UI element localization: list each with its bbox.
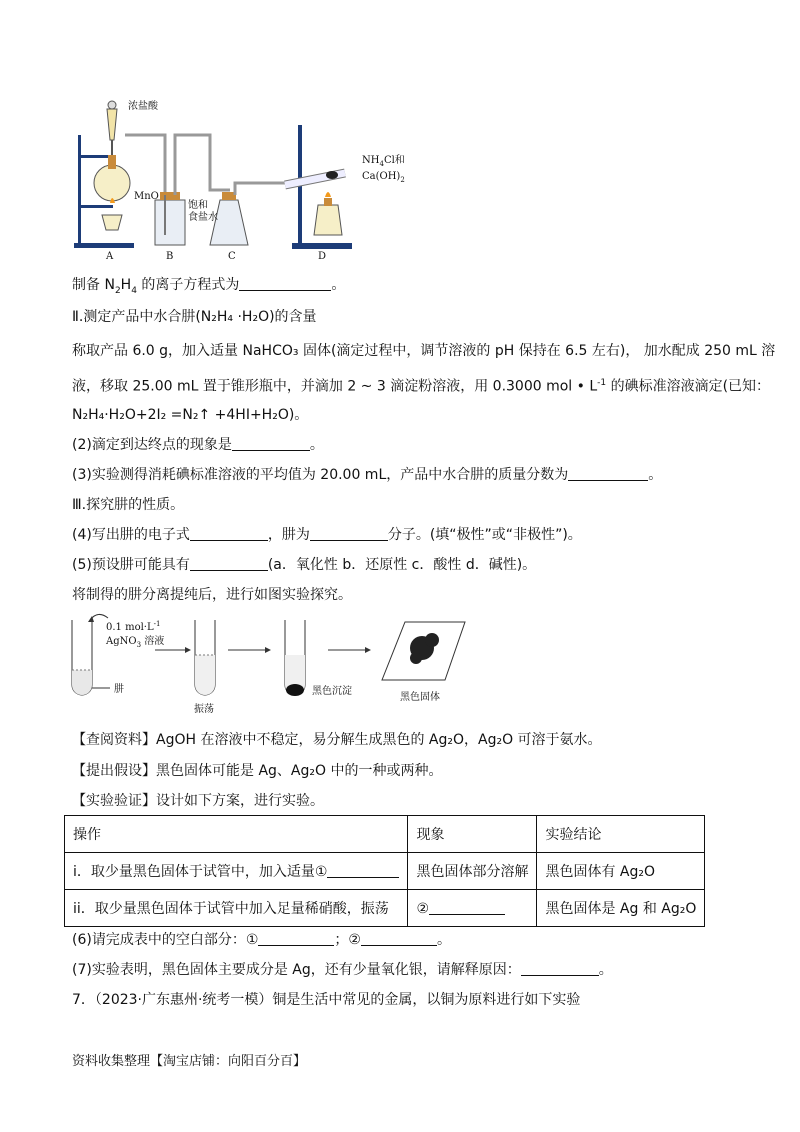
section-2-para-1: 称取产品 6.0 g，加入适量 NaHCO₃ 固体(滴定过程中，调节溶液的 pH 保持在 6.5 左右)， 加水配成 250 mL 溶	[72, 343, 776, 359]
question-4: (4)写出肼的电子式 ，肼为 分子。(填“极性”或“非极性”)。	[72, 527, 582, 543]
answer-blank[interactable]	[190, 526, 268, 541]
info-lookup: 【查阅资料】AgOH 在溶液中不稳定，易分解生成黑色的 Ag₂O，Ag₂O 可溶于氨水。	[72, 732, 602, 748]
question-6: (6)请完成表中的空白部分：① ；② 。	[72, 932, 451, 948]
experiment-table	[64, 815, 705, 927]
label-brine-2: 食盐水	[188, 212, 218, 223]
question-3: (3)实验测得消耗碘标准溶液的平均值为 20.00 mL，产品中水合肼的质量分数为 。	[72, 467, 663, 483]
cell-conclusion: 黑色固体有 Ag₂O	[537, 853, 705, 890]
unit-label-c: C	[228, 251, 236, 262]
label-brine-1: 饱和	[188, 200, 208, 211]
unit-label-d: D	[318, 251, 327, 262]
label-black-precipitate: 黑色沉淀	[312, 686, 352, 697]
label-reagent-1: $NH_4Cl$和	[362, 155, 405, 168]
info-hypothesis: 【提出假设】黑色固体可能是 Ag、Ag₂O 中的一种或两种。	[72, 763, 443, 779]
question-5: (5)预设肼可能具有 (a．氧化性 b．还原性 c．酸性 d．碱性)。	[72, 557, 537, 573]
table-header-row	[65, 816, 705, 853]
answer-blank[interactable]	[327, 863, 399, 878]
header-phenomenon: 现象	[408, 816, 537, 853]
label-hydrazine: 肼	[114, 684, 124, 695]
cell-phenomenon: 黑色固体部分溶解	[408, 853, 537, 890]
table-row	[65, 853, 705, 890]
header-operation: 操作	[65, 816, 408, 853]
cell-conclusion: 黑色固体是 Ag 和 Ag₂O	[537, 890, 705, 927]
info-verification: 【实验验证】设计如下方案，进行实验。	[72, 793, 324, 809]
label-reagent-2: $Ca(OH)_2$	[362, 171, 405, 184]
header-conclusion: 实验结论	[537, 816, 705, 853]
answer-blank[interactable]	[310, 526, 388, 541]
next-question: 7．（2023·广东惠州·统考一模）铜是生活中常见的金属，以铜为原料进行如下实验	[72, 992, 581, 1008]
label-conc-hcl: 浓盐酸	[128, 101, 158, 112]
cell-phenomenon: ②	[408, 890, 537, 927]
label-mno2: MnO	[134, 191, 159, 202]
section-3-title: Ⅲ.探究肼的性质。	[72, 497, 185, 513]
answer-blank[interactable]	[258, 931, 334, 946]
label-black-solid: 黑色固体	[400, 692, 440, 703]
label-reagent-conc: 0.1 $mol\cdot L^{-1}$	[106, 620, 161, 633]
section-2-para-2: 液，移取 25.00 mL 置于锥形瓶中，并滴加 2 ~ 3 滴淀粉溶液，用 0.3000 mol • $L^{-1}$ 的碘标准溶液滴定(已知：	[72, 378, 771, 395]
answer-blank[interactable]	[232, 436, 310, 451]
answer-blank[interactable]	[190, 556, 268, 571]
apparatus-figure	[70, 95, 410, 265]
unit-label-a: A	[106, 251, 114, 262]
section-2-title: Ⅱ.测定产品中水合肼(N₂H₄ ·H₂O)的含量	[72, 309, 317, 325]
test-tube-figure	[60, 610, 480, 720]
intro-experiment: 将制得的肼分离提纯后，进行如图实验探究。	[72, 587, 352, 603]
answer-blank[interactable]	[521, 961, 599, 976]
question-prep: 制备 $N_2H_4$ 的离子方程式为 。	[72, 277, 346, 296]
answer-blank[interactable]	[568, 466, 648, 481]
question-2: (2)滴定到达终点的现象是 。	[72, 437, 324, 453]
question-7: (7)实验表明，黑色固体主要成分是 Ag，还有少量氧化银，请解释原因： 。	[72, 962, 613, 978]
unit-label-b: B	[166, 251, 174, 262]
answer-blank[interactable]	[429, 900, 505, 915]
table-row	[65, 890, 705, 927]
section-2-para-3: N₂H₄·H₂O+2I₂ =N₂↑ +4HI+H₂O)。	[72, 407, 309, 423]
footer-note: 资料收集整理【淘宝店铺：向阳百分百】	[72, 1054, 307, 1069]
cell-operation: ii．取少量黑色固体于试管中加入足量稀硝酸，振荡	[65, 890, 408, 927]
label-reagent-agno3: AgNO$_3$ 溶液	[106, 636, 165, 649]
answer-blank[interactable]	[239, 276, 331, 291]
label-shake: 振荡	[194, 704, 214, 715]
cell-operation: i．取少量黑色固体于试管中，加入适量①	[65, 853, 408, 890]
answer-blank[interactable]	[361, 931, 437, 946]
